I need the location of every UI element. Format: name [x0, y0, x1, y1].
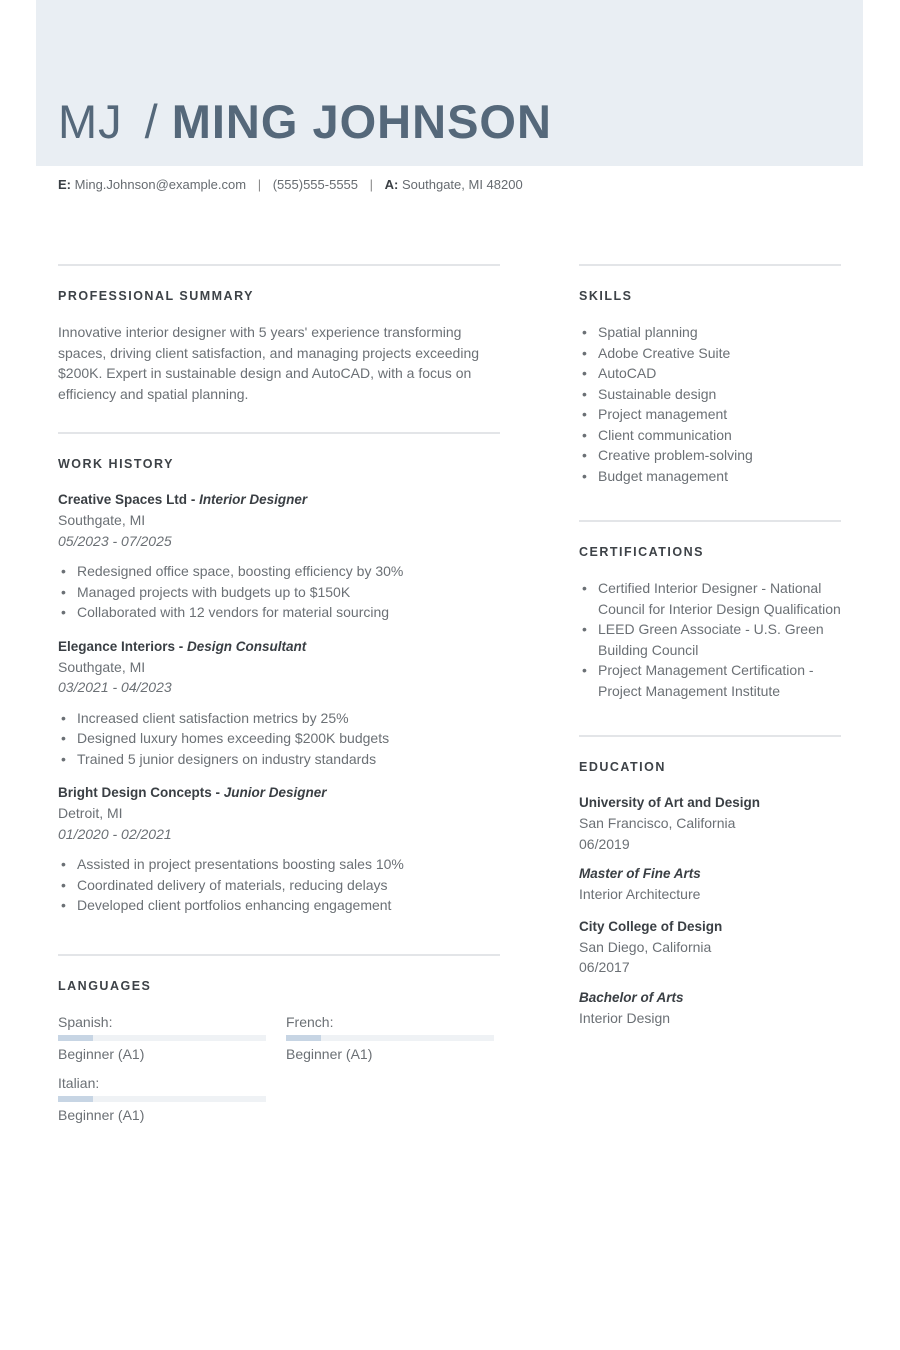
title-dash: - [175, 638, 188, 654]
full-name: MING JOHNSON [171, 95, 552, 148]
job-title: Junior Designer [223, 785, 327, 800]
address-label: A: [384, 177, 399, 192]
title-dash: - [211, 785, 224, 800]
field-of-study: Interior Design [579, 1009, 671, 1026]
language-name: Italian: [58, 1074, 100, 1091]
job-location: Detroit, MI [58, 805, 123, 821]
job-location: Southgate, MI [58, 512, 146, 528]
education-entry [579, 793, 841, 905]
language-item [58, 1012, 266, 1064]
skill-item: • AutoCAD [579, 363, 841, 384]
job-entry [58, 490, 500, 623]
summary-heading: PROFESSIONAL SUMMARY [58, 289, 254, 303]
graduation-date: 06/2019 [579, 835, 630, 852]
graduation-date: 06/2017 [579, 959, 630, 975]
language-level: Beginner (A1) [58, 1045, 145, 1062]
job-entry [58, 783, 500, 916]
job-title-line [58, 783, 500, 803]
education-entry [579, 917, 841, 1029]
degree: Master of Fine Arts [579, 866, 701, 881]
summary-text: Innovative interior designer with 5 years' experience transforming spaces, driving client satisfaction, and managing projects exceeding $200K. Expert in sustainable design and AutoCAD, with a focus on efficiency and spatial planning. [58, 324, 480, 402]
title-dash: - [187, 492, 200, 507]
job-bullet: • Managed projects with budgets up to $150K [58, 582, 500, 603]
languages-list [58, 1012, 500, 1147]
skills-heading: SKILLS [579, 289, 633, 303]
skill-item: • Adobe Creative Suite [579, 343, 841, 364]
language-bar-fill [58, 1096, 93, 1102]
divider [579, 264, 841, 266]
language-bar-fill [58, 1035, 93, 1041]
skill-item: • Sustainable design [579, 384, 841, 405]
certification-item: • Project Management Certification - Project Management Institute [579, 660, 841, 701]
job-bullet: • Assisted in project presentations boosting sales 10% [58, 854, 500, 875]
school-location: San Francisco, California [579, 815, 736, 831]
divider [58, 264, 500, 266]
certifications-list [579, 578, 841, 701]
job-bullet: • Collaborated with 12 vendors for material sourcing [58, 602, 500, 623]
language-level: Beginner (A1) [58, 1106, 145, 1123]
language-bar [58, 1096, 266, 1102]
initials: MJ [58, 95, 123, 148]
job-title-line [58, 490, 500, 510]
skills-list [579, 322, 841, 486]
contact-line [58, 177, 523, 192]
email: Ming.Johnson@example.com [74, 177, 247, 192]
address: Southgate, MI 48200 [402, 177, 523, 192]
job-bullet: • Trained 5 junior designers on industry standards [58, 749, 500, 770]
phone: (555)555-5555 [272, 177, 359, 192]
company: Creative Spaces Ltd [58, 492, 188, 507]
languages-heading: LANGUAGES [58, 978, 152, 993]
job-bullet: • Coordinated delivery of materials, reducing delays [58, 875, 500, 896]
language-bar [58, 1035, 266, 1041]
company: Bright Design Concepts [58, 785, 212, 800]
skill-item: • Project management [579, 404, 841, 425]
job-location: Southgate, MI [58, 658, 146, 675]
language-bar-fill [286, 1035, 321, 1041]
contact-separator: | [257, 177, 262, 192]
job-dates: 05/2023 - 07/2025 [58, 532, 172, 549]
email-label: E: [58, 177, 71, 192]
certification-item: • Certified Interior Designer - National Council for Interior Design Qualification [579, 578, 841, 619]
right-column [579, 264, 841, 1040]
degree: Bachelor of Arts [579, 989, 684, 1005]
skill-item: • Budget management [579, 466, 841, 487]
skill-item: • Creative problem-solving [579, 445, 841, 466]
job-bullet: • Designed luxury homes exceeding $200K budgets [58, 728, 500, 749]
name-separator: / [144, 95, 158, 148]
left-column [58, 264, 500, 1147]
divider [579, 520, 841, 522]
certification-item: • LEED Green Associate - U.S. Green Building Council [579, 619, 841, 660]
divider [58, 432, 500, 434]
job-entry [58, 637, 500, 770]
language-level: Beginner (A1) [286, 1045, 373, 1062]
skill-item: • Spatial planning [579, 322, 841, 343]
job-dates: 03/2021 - 04/2023 [58, 679, 172, 695]
language-bar [286, 1035, 494, 1041]
school-location: San Diego, California [579, 938, 712, 955]
field-of-study: Interior Architecture [579, 886, 701, 902]
divider [58, 954, 500, 956]
job-bullet: • Redesigned office space, boosting efficiency by 30% [58, 561, 500, 582]
job-dates: 01/2020 - 02/2021 [58, 825, 172, 842]
language-item [286, 1012, 494, 1064]
name-heading [58, 92, 552, 152]
divider [579, 735, 841, 737]
job-bullets [58, 561, 500, 623]
contact-separator: | [369, 177, 374, 192]
job-bullets [58, 708, 500, 770]
language-name: French: [286, 1013, 334, 1030]
school-name: University of Art and Design [579, 795, 761, 810]
company: Elegance Interiors [58, 638, 176, 654]
language-item [58, 1073, 266, 1125]
education-heading: EDUCATION [579, 760, 666, 774]
job-bullet: • Developed client portfolios enhancing engagement [58, 895, 500, 916]
job-title: Design Consultant [187, 638, 307, 654]
language-name: Spanish: [58, 1013, 113, 1030]
job-title: Interior Designer [199, 492, 308, 507]
job-bullets [58, 854, 500, 916]
work-heading: WORK HISTORY [58, 457, 174, 471]
job-bullet: • Increased client satisfaction metrics by 25% [58, 708, 500, 729]
school-name: City College of Design [579, 918, 723, 934]
certifications-heading: CERTIFICATIONS [579, 545, 704, 559]
job-title-line [58, 637, 500, 657]
skill-item: • Client communication [579, 425, 841, 446]
